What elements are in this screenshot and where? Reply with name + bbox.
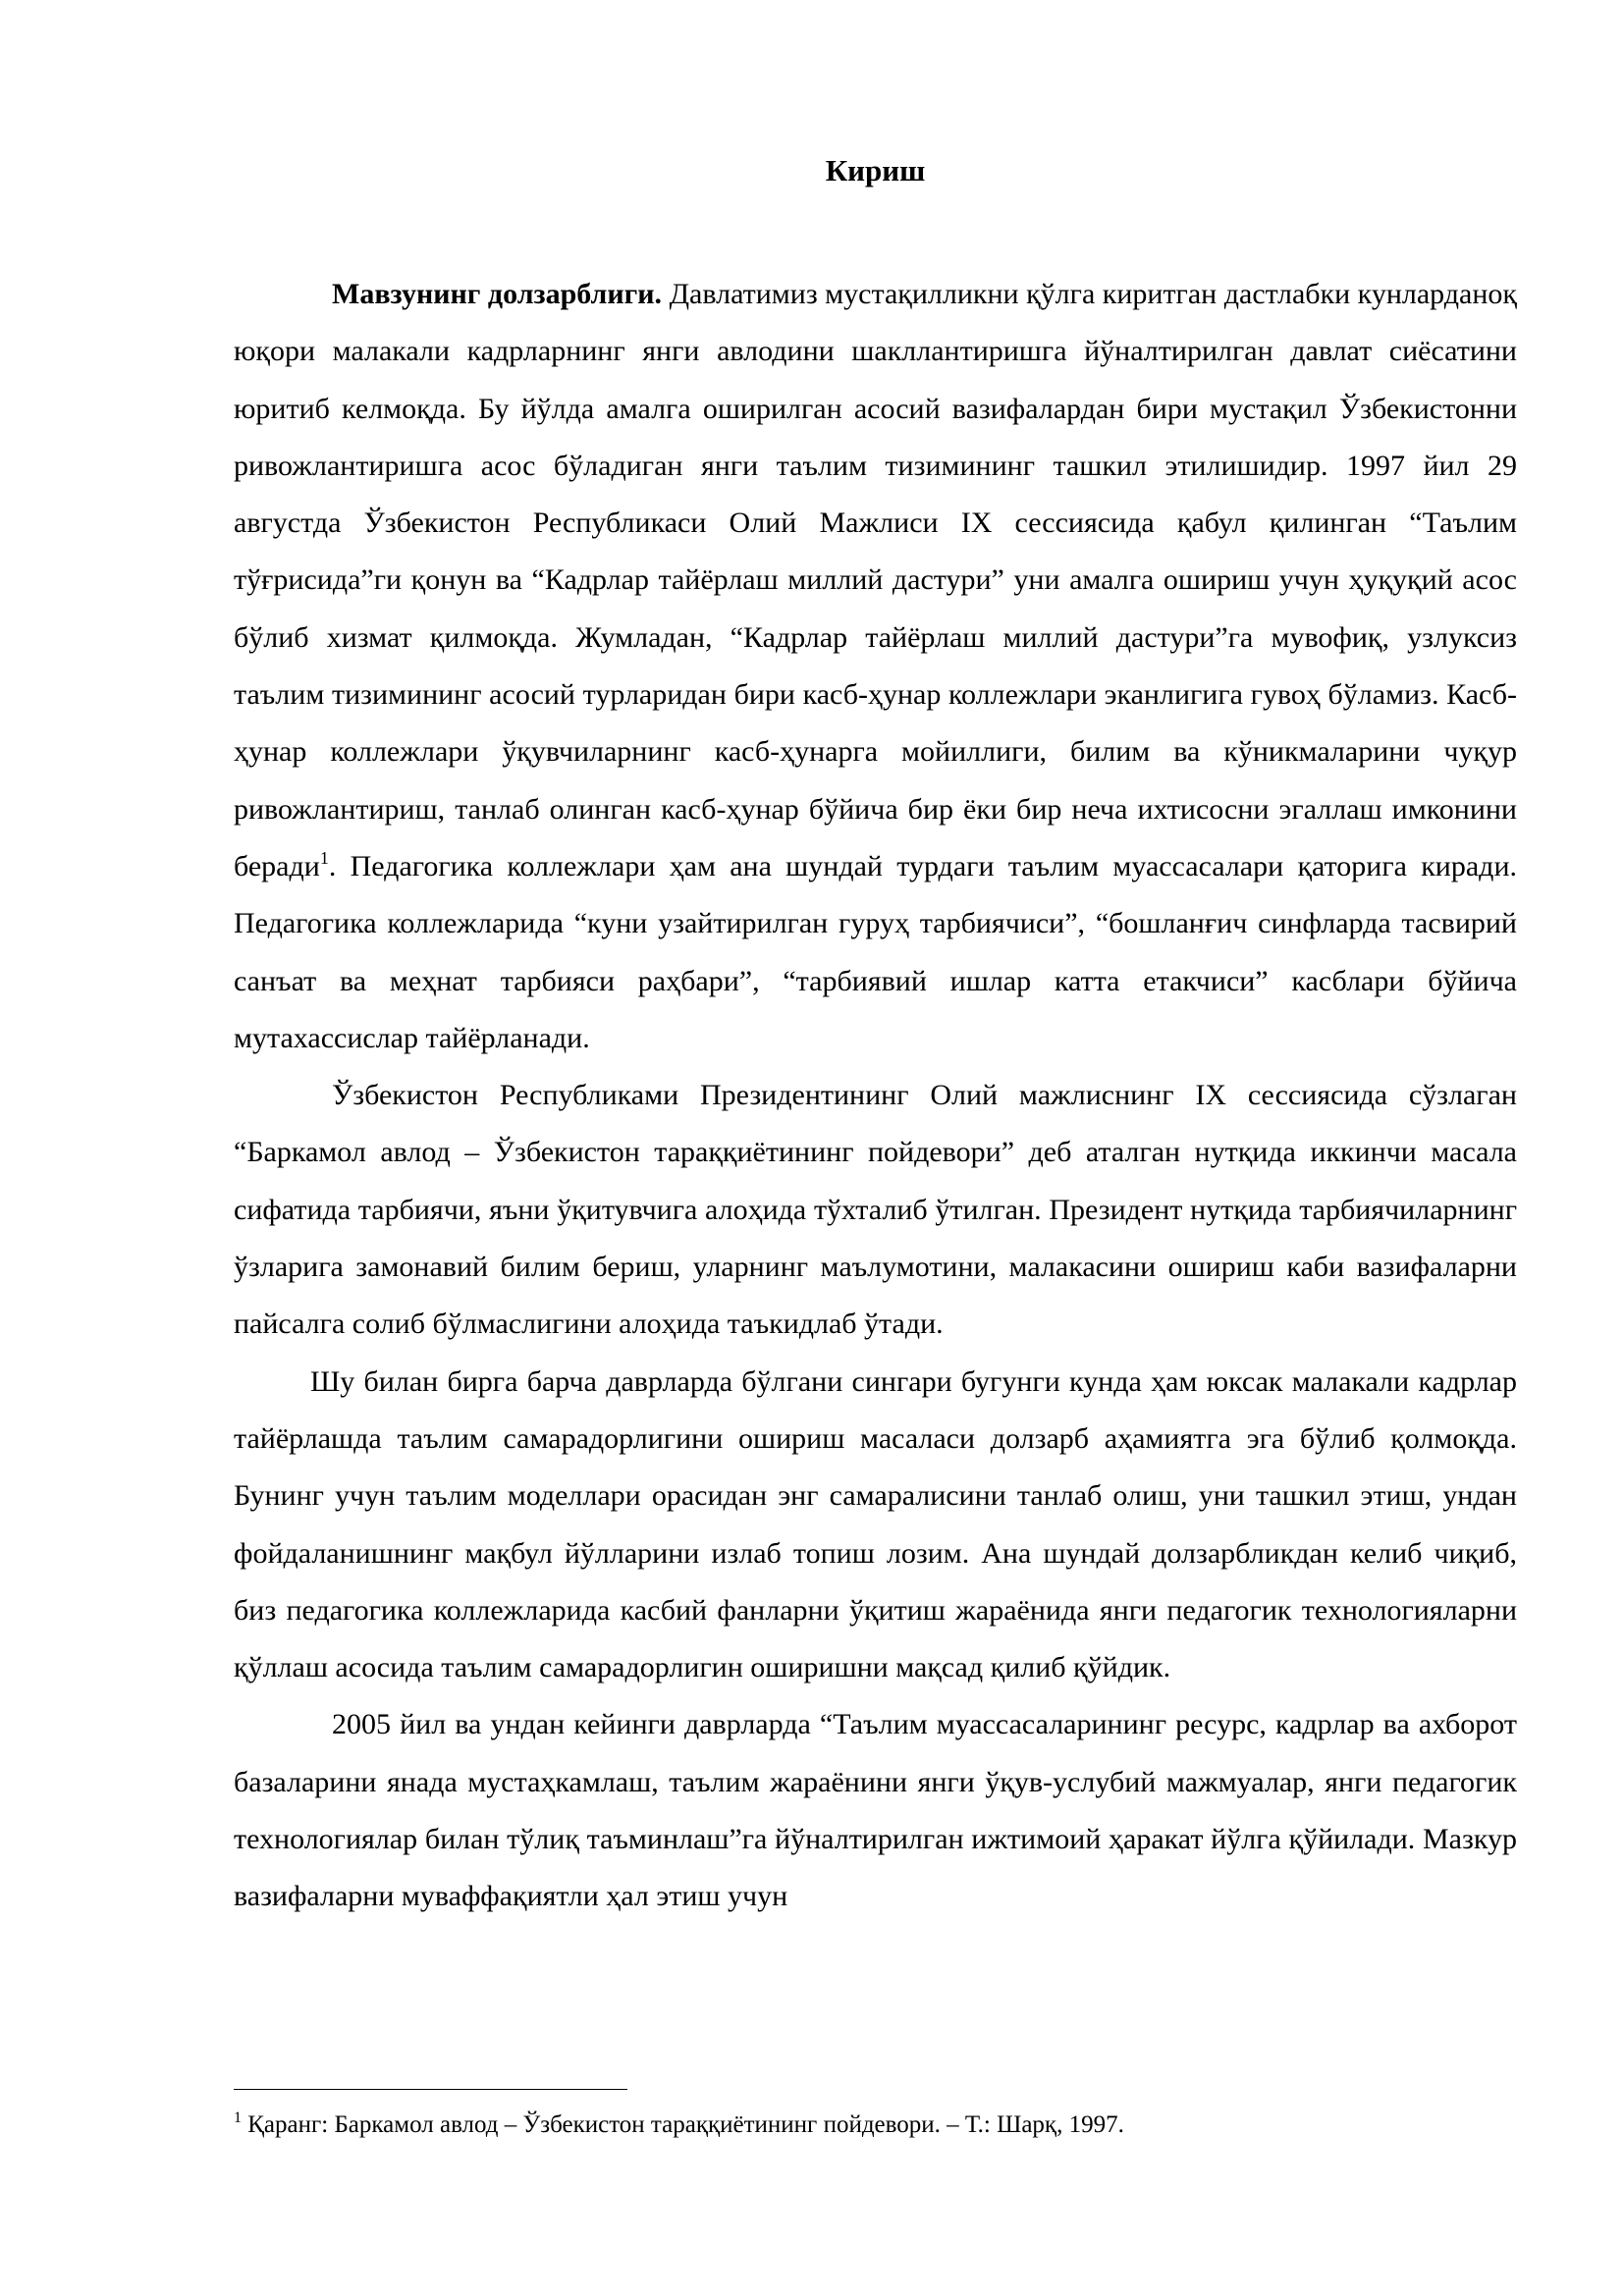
- paragraph-relevance: [234, 266, 1517, 1067]
- paragraph-text: Давлатимиз мустақилликни қўлга киритган дастлабки кунларданоқ юқори малакали кадрларнинг янги авлодини шакллантиришга йўналтирилган давлат сиёсатини юритиб келмоқда. Бу йўлда амалга оширилган асосий вазифалардан бири мустақил Ўзбекистонни ривожлантиришга асос бўладиган янги таълим тизимининг ташкил этилишидир. 1997 йил 29 августда Ўзбекистон Республикаси Олий Мажлиси IX сессиясида қабул қилинган “Таълим тўғрисида”ги қонун ва “Кадрлар тайёрлаш миллий дастури” уни амалга ошириш учун ҳуқуқий асос бўлиб хизмат қилмоқда. Жумладан, “Кадрлар тайёрлаш миллий дастури”га мувофиқ, узлуксиз таълим тизимининг асосий турларидан бири касб-ҳунар коллежлари эканлигига гувоҳ бўламиз. Касб-ҳунар коллежлари ўқувчиларнинг касб-ҳунарга мойиллиги, билим ва кўникмаларини чуқур ривожлантириш, танлаб олинган касб-ҳунар бўйича бир ёки бир неча ихтисосни эгаллаш имконини беради: [234, 278, 1517, 882]
- paragraph-president-speech: Ўзбекистон Республиками Президентининг Олий мажлиснинг IX сессиясида сўзлаган “Баркамол авлод – Ўзбекистон тараққиётининг пойдевори” деб аталган нутқида иккинчи масала сифатида тарбиячи, яъни ўқитувчига алоҳида тўхталиб ўтилган. Президент нутқида тарбиячиларнинг ўзларига замонавий билим бериш, уларнинг маълумотини, малакасини ошириш каби вазифаларни пайсалга солиб бўлмаслигини алоҳида таъкидлаб ўтади.: [234, 1079, 1517, 1341]
- page-title: Кириш: [825, 153, 926, 187]
- footnote-text: Қаранг: Баркамол авлод – Ўзбекистон тараққиётининг пойдевори. – Т.: Шарқ, 1997.: [242, 2111, 1124, 2138]
- paragraph-lead: Мавзунинг долзарблиги.: [332, 278, 663, 310]
- paragraph-text-continued: . Педагогика коллежлари ҳам ана шундай турдаги таълим муассасалари қаторига киради. Педагогика коллежларида “куни узайтирилган гуруҳ тарбиячиси”, “бошланғич синфларда тасвирий санъат ва меҳнат тарбияси раҳбари”, “тарбиявий ишлар катта етакчиси” касблари бўйича мутахассислар тайёрланади.: [234, 849, 1517, 1054]
- document-body: [234, 266, 1517, 1926]
- paragraph-education-efficiency: Шу билан бирга барча даврларда бўлгани сингари бугунги кунда ҳам юксак малакали кадрлар тайёрлашда таълим самарадорлигини ошириш масаласи долзарб аҳамиятга эга бўлиб қолмоқда. Бунинг учун таълим моделлари орасидан энг самаралисини танлаб олиш, уни ташкил этиш, ундан фойдаланишнинг мақбул йўлларини излаб топиш лозим. Ана шундай долзарбликдан келиб чиқиб, биз педагогика коллежларида касбий фанларни ўқитиш жараёнида янги педагогик технологияларни қўллаш асосида таълим самарадорлигин оширишни мақсад қилиб қўйдик.: [234, 1364, 1517, 1684]
- footnote-separator: [234, 2089, 627, 2090]
- paragraph-2005-period: 2005 йил ва ундан кейинги даврларда “Таълим муассасаларининг ресурс, кадрлар ва ахборот базаларини янада мустаҳкамлаш, таълим жараёнини янги ўқув-услубий мажмуалар, янги педагогик технологиялар билан тўлиқ таъминлаш”га йўналтирилган ижтимоий ҳаракат йўлга қўйилади. Мазкур вазифаларни муваффақиятли ҳал этиш учун: [234, 1708, 1517, 1913]
- footnote-reference[interactable]: 1: [319, 847, 329, 868]
- footnote-number: 1: [234, 2109, 242, 2126]
- footnote: [234, 2109, 1517, 2142]
